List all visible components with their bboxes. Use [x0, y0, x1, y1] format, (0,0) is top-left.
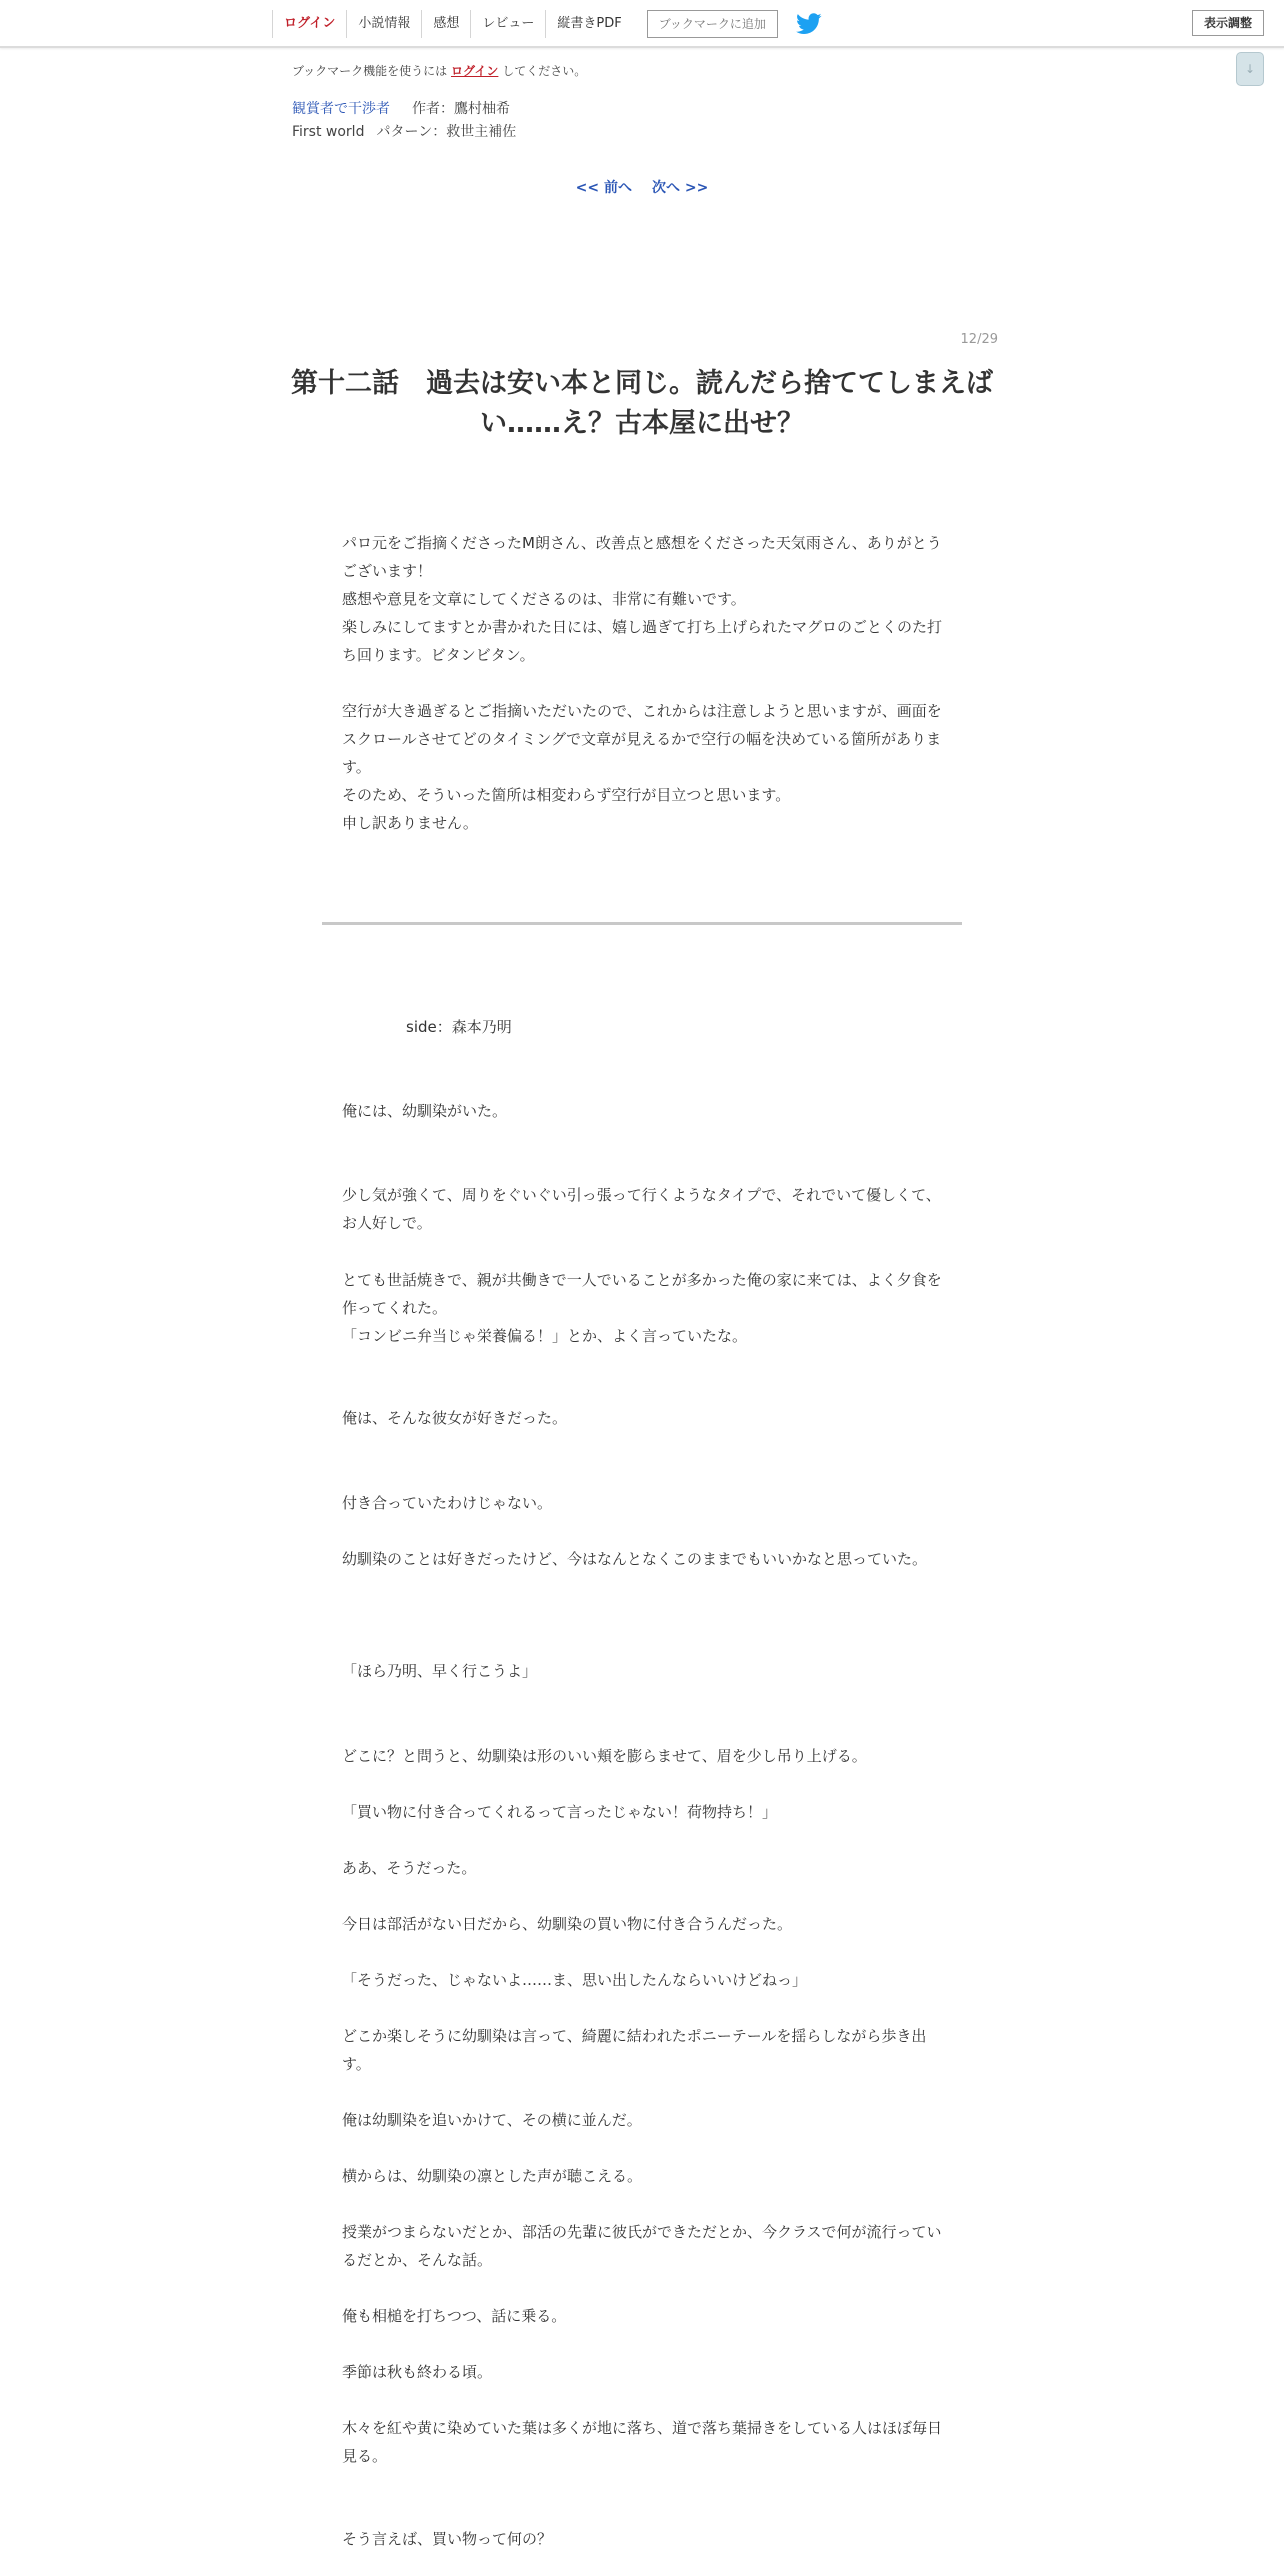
nav-login-link[interactable]: ログイン: [272, 10, 346, 38]
story-paragraph: [342, 1489, 942, 1517]
add-bookmark-button[interactable]: ブックマークに追加: [647, 10, 778, 38]
story-paragraph: [342, 1545, 942, 1573]
story-line: 少し気が強くて、周りをぐいぐい引っ張って行くようなタイプで、それでいて優しくて、お人好しで。: [342, 1186, 941, 1232]
story-paragraph: [342, 2162, 942, 2190]
nav-novel-info-link[interactable]: 小説情報: [346, 10, 421, 38]
story-line: 俺には、幼馴染がいた。: [342, 1102, 508, 1120]
author-name: 作者：鷹村柚希: [412, 101, 510, 117]
next-chapter-link[interactable]: 次へ >>: [652, 180, 709, 196]
story-paragraph: [342, 1910, 942, 1938]
story-paragraph: [342, 1742, 942, 1770]
preface-line: パロ元をご指摘くださったM朗さん、改善点と感想をくださった天気雨さん、ありがとうございます！: [342, 534, 942, 580]
story-paragraph: [342, 2022, 942, 2078]
story-line: ああ、そうだった。: [342, 1859, 477, 1877]
bookmark-login-notice: [292, 62, 586, 79]
notice-text-before: ブックマーク機能を使うには: [292, 64, 451, 78]
story-line: 「買い物に付き合ってくれるって言ったじゃない！荷物持ち！」: [342, 1803, 778, 1821]
story-paragraph: [342, 1266, 942, 1350]
story-paragraph: [342, 2358, 942, 2386]
nav-review-link[interactable]: レビュー: [470, 10, 545, 38]
story-paragraph: [342, 2525, 942, 2553]
story-line: どこに？と問うと、幼馴染は形のいい頬を膨らませて、眉を少し吊り上げる。: [342, 1747, 867, 1765]
display-adjust-button[interactable]: 表示調整: [1192, 10, 1264, 36]
story-line: 「ほら乃明、早く行こうよ」: [342, 1662, 538, 1680]
nav-vertical-pdf-link[interactable]: 縦書きPDF: [545, 10, 632, 38]
novel-title-link[interactable]: 観賞者で干渉者: [292, 101, 390, 117]
preface-line: [342, 669, 942, 697]
notice-login-link[interactable]: ログイン: [450, 64, 499, 78]
story-paragraph: [342, 2414, 942, 2470]
novel-meta-line: [292, 121, 516, 141]
story-line: 授業がつまらないだとか、部活の先輩に彼氏ができただとか、今クラスで何が流行っているだとか、そんな話。: [342, 2223, 942, 2269]
chapter-pager: [0, 177, 1284, 197]
story-paragraph: [342, 1966, 942, 1994]
story-line: とても世話焼きで、親が共働きで一人でいることが多かった俺の家に来ては、よく夕食を作ってくれた。: [342, 1271, 942, 1317]
scroll-down-button[interactable]: ↓: [1236, 52, 1264, 86]
story-line: 木々を紅や黄に染めていた葉は多くが地に落ち、道で落ち葉掃きをしている人はほぼ毎日見る。: [342, 2419, 943, 2465]
story-paragraph: [342, 1181, 942, 1237]
preface-divider: [322, 922, 962, 925]
preface-line: 空行が大き過ぎるとご指摘いただいたので、これからは注意しようと思いますが、画面をスクロールさせてどのタイミングで文章が見えるかで空行の幅を決めている箇所があります。: [342, 702, 942, 776]
preface-line: 申し訳ありません。: [342, 814, 478, 832]
story-paragraph: [342, 2106, 942, 2134]
story-line: そう言えば、買い物って何の？: [342, 2530, 553, 2548]
preface-line: 楽しみにしてますとか書かれた日には、嬉し過ぎて打ち上げられたマグロのごとくのた打ち回ります。ビタンビタン。: [342, 618, 943, 664]
story-line: 俺は幼馴染を追いかけて、その横に並んだ。: [342, 2111, 642, 2129]
story-line: 俺は、そんな彼女が好きだった。: [342, 1409, 568, 1427]
story-line: どこか楽しそうに幼馴染は言って、綺麗に結われたポニーテールを揺らしながら歩き出す。: [342, 2027, 927, 2073]
nav-impressions-link[interactable]: 感想: [421, 10, 470, 38]
pov-side-label: side：森本乃明: [406, 1018, 512, 1036]
story-paragraph: [342, 1404, 942, 1432]
story-line: 今日は部活がない日だから、幼馴染の買い物に付き合うんだった。: [342, 1915, 793, 1933]
main-nav: [272, 10, 822, 38]
story-paragraph: [342, 1854, 942, 1882]
prev-chapter-link[interactable]: << 前へ: [575, 180, 632, 196]
story-line: 幼馴染のことは好きだったけど、今はなんとなくこのままでもいいかなと思っていた。: [342, 1550, 928, 1568]
story-paragraph: [342, 1798, 942, 1826]
story-paragraph: [342, 1097, 942, 1125]
story-line: 「コンビニ弁当じゃ栄養偏る！」とか、よく言っていたな。: [342, 1327, 748, 1345]
story-line: 「そうだった、じゃないよ……ま、思い出したんならいいけどねっ」: [342, 1971, 808, 1989]
story-line: 横からは、幼馴染の凛とした声が聴こえる。: [342, 2167, 643, 2185]
twitter-bird-icon[interactable]: [796, 13, 822, 35]
story-line: 俺も相槌を打ちつつ、話に乗る。: [342, 2307, 567, 2325]
story-paragraph: [342, 1657, 942, 1685]
novel-title-line: [292, 98, 510, 118]
notice-text-after: してください。: [498, 64, 587, 78]
author-preface: [342, 529, 942, 837]
pattern-label: パターン：救世主補佐: [376, 124, 517, 140]
chapter-page-count: 12/29: [960, 332, 998, 347]
top-navigation-bar: [0, 0, 1284, 48]
story-paragraph: [342, 2218, 942, 2274]
preface-line: 感想や意見を文章にしてくださるのは、非常に有難いです。: [342, 590, 746, 608]
story-line: 付き合っていたわけじゃない。: [342, 1494, 553, 1512]
chapter-title: 第十二話 過去は安い本と同じ。読んだら捨ててしまえばい……え？古本屋に出せ？: [291, 368, 993, 439]
preface-line: そのため、そういった箇所は相変わらず空行が目立つと思います。: [342, 786, 791, 804]
story-line: 季節は秋も終わる頃。: [342, 2363, 493, 2381]
world-label: First world: [292, 124, 365, 140]
story-paragraph: [342, 2302, 942, 2330]
